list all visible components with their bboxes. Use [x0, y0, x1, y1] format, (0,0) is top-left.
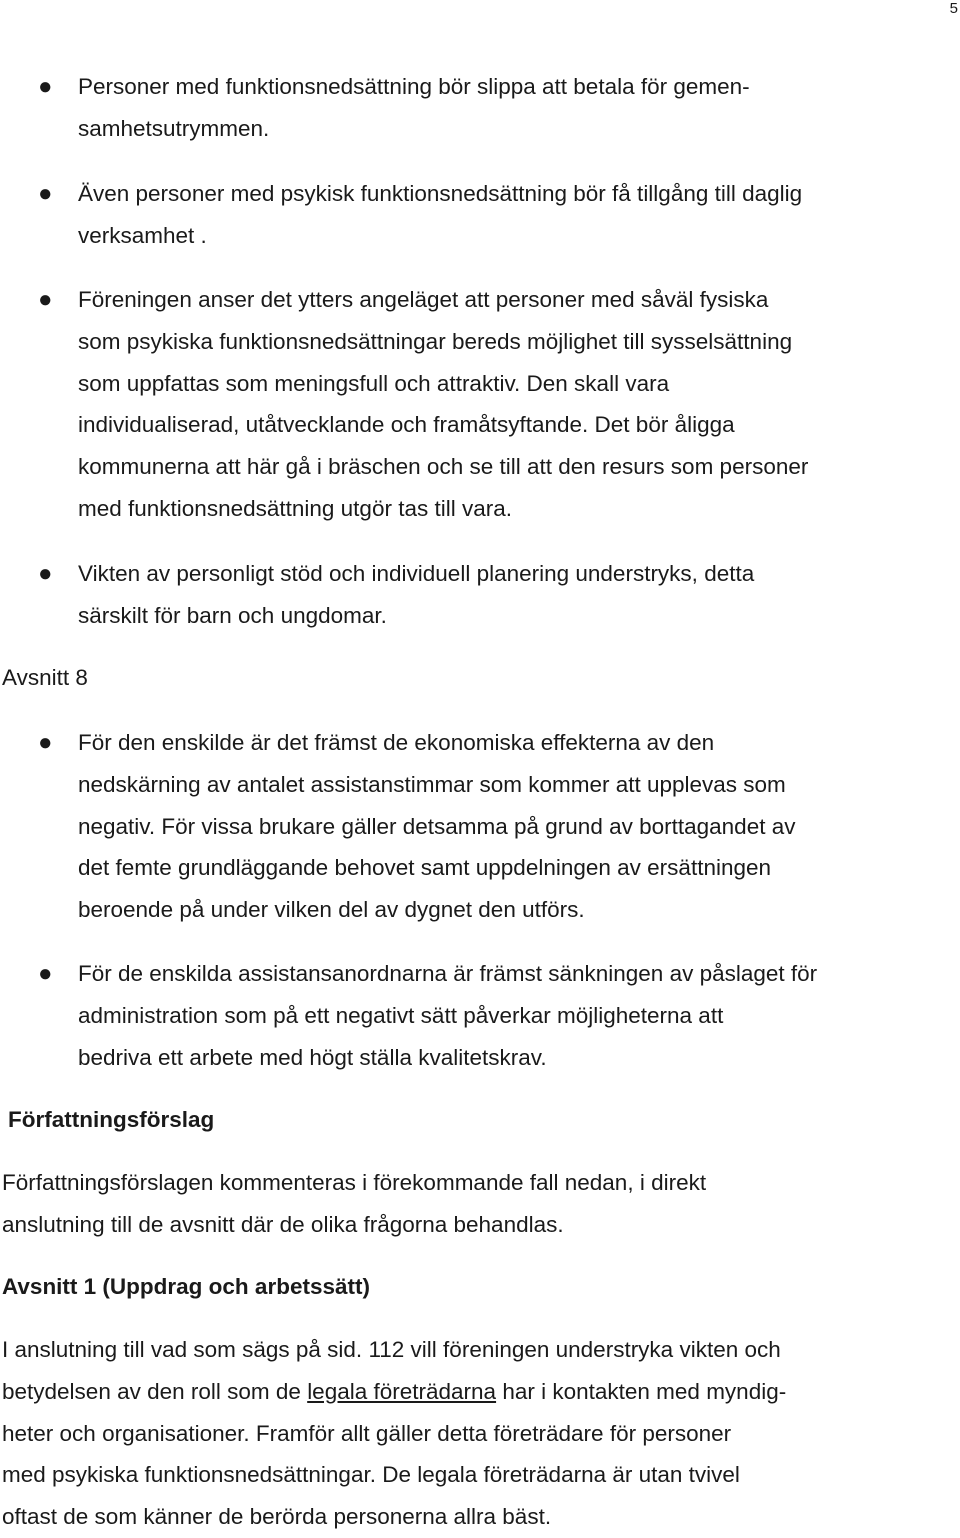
text-line: särskilt för barn och ungdomar. — [78, 602, 387, 628]
section-heading-avsnitt-1: Avsnitt 1 (Uppdrag och arbetssätt) — [2, 1274, 370, 1299]
list-item — [78, 279, 960, 530]
text-fragment: har i kontakten med myndig- — [496, 1378, 787, 1404]
text-line: samhetsutrymmen. — [78, 115, 270, 141]
text-line: verksamhet . — [78, 222, 207, 248]
text-line: nedskärning av antalet assistanstimmar som kommer att upplevas som — [78, 771, 786, 797]
list-item — [78, 553, 960, 637]
text-line: som uppfattas som meningsfull och attraktiv. Den skall vara — [78, 370, 670, 396]
text-line: individualiserad, utåtvecklande och framåtsyftande. Det bör åligga — [78, 412, 735, 438]
bullet-marker: ● — [38, 560, 53, 587]
paragraph-forfattning — [2, 1162, 960, 1246]
text-line: heter och organisationer. Framför allt gäller detta företrädare för personer — [2, 1420, 732, 1446]
text-line — [2, 1371, 960, 1413]
text-line: det femte grundläggande behovet samt uppdelningen av ersättningen — [78, 855, 772, 881]
text-line: Vikten av personligt stöd och individuell planering understryks, detta — [78, 561, 755, 586]
section-heading-forfattningsforslag: Författningsförslag — [8, 1107, 215, 1132]
text-line: beroende på under vilken del av dygnet den utförs. — [78, 897, 585, 923]
bullet-marker: ● — [38, 729, 53, 756]
text-line: För de enskilda assistansanordnarna är främst sänkningen av påslaget för — [78, 961, 818, 986]
text-line: Även personer med psykisk funktionsnedsättning bör få tillgång till daglig — [78, 181, 803, 206]
text-line: med funktionsnedsättning utgör tas till vara. — [78, 495, 512, 521]
page-number: 5 — [949, 0, 958, 17]
list-item — [78, 722, 960, 931]
text-line: med psykiska funktionsnedsättningar. De legala företrädarna är utan tvivel — [2, 1462, 740, 1488]
list-item — [78, 173, 960, 257]
text-line: För den enskilde är det främst de ekonomiska effekterna av den — [78, 730, 715, 755]
text-line: administration som på ett negativt sätt påverkar möjligheterna att — [78, 1002, 724, 1028]
text-line: Personer med funktionsnedsättning bör slippa att betala för gemen- — [78, 74, 750, 99]
text-line: negativ. För vissa brukare gäller detsamma på grund av borttagandet av — [78, 813, 796, 839]
text-line: Författningsförslagen kommenteras i förekommande fall nedan, i direkt — [2, 1170, 707, 1195]
paragraph-avsnitt-1 — [2, 1329, 960, 1538]
bullet-marker: ● — [38, 286, 53, 313]
bullet-marker: ● — [38, 960, 53, 987]
text-line: oftast de som känner de berörda personerna allra bäst. — [2, 1504, 552, 1530]
section-heading-avsnitt-8: Avsnitt 8 — [2, 665, 88, 690]
underlined-term: legala företrädarna — [307, 1378, 497, 1404]
list-item — [78, 953, 960, 1078]
list-item — [78, 66, 960, 150]
text-fragment: betydelsen av den roll som de — [2, 1378, 308, 1404]
text-line: I anslutning till vad som sägs på sid. 112 vill föreningen understryka vikten och — [2, 1337, 781, 1362]
bullet-marker: ● — [38, 73, 53, 100]
text-line: anslutning till de avsnitt där de olika frågorna behandlas. — [2, 1211, 564, 1237]
bullet-marker: ● — [38, 180, 53, 207]
text-line: Föreningen anser det ytters angeläget att personer med såväl fysiska — [78, 287, 769, 312]
text-line: bedriva ett arbete med högt ställa kvalitetskrav. — [78, 1044, 547, 1070]
text-line: som psykiska funktionsnedsättningar bereds möjlighet till sysselsättning — [78, 328, 793, 354]
text-line: kommunerna att här gå i bräschen och se till att den resurs som personer — [78, 454, 809, 480]
